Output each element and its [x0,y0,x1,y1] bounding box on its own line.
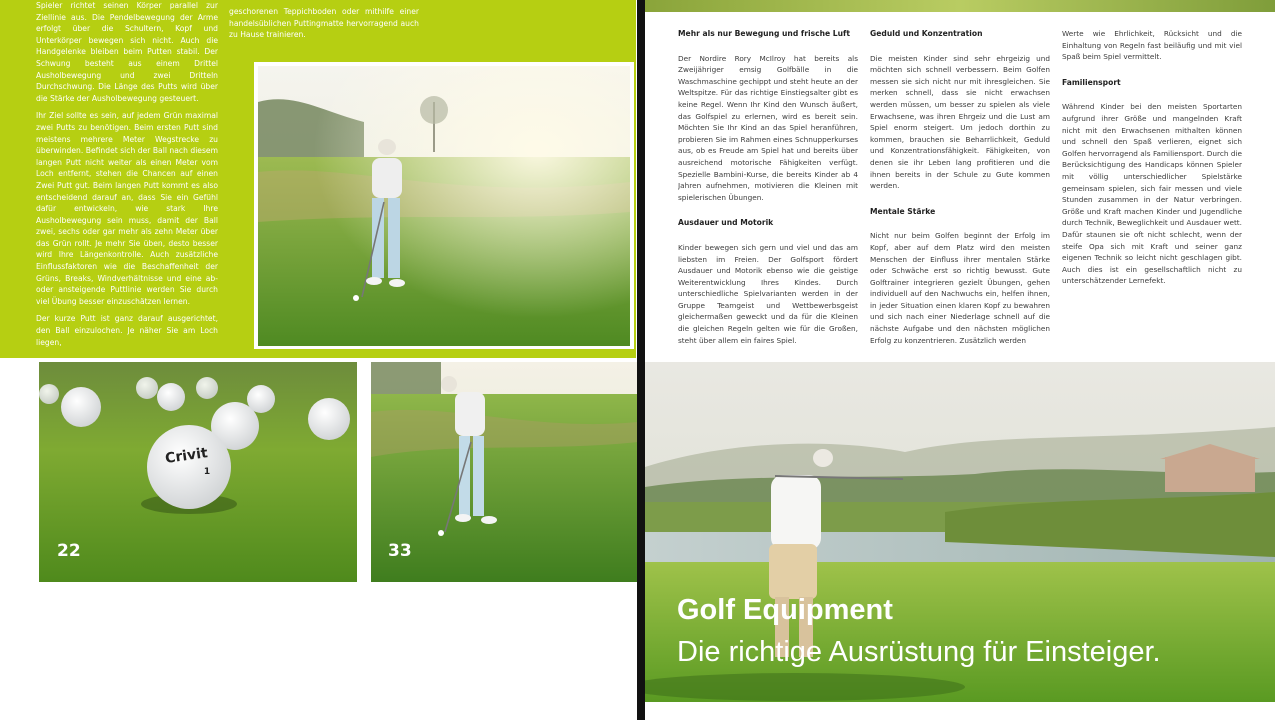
lime-paragraph-1: Spieler richtet seinen Körper parallel zur Ziellinie aus. Die Pendelbewegung der Arme erfolgt über die Schultern, Kopf und Unterkörper bewegen sich nicht. Auch die Handgelenke bleiben beim Putten stabil. Der Schwung besteht aus einem Drittel Ausholbewegung und zwei Dritteln Durchschwung. Die Länge des Putts wird über die Stärke der Ausholbewegung gesteuert. [36,1,218,103]
heading-geduld: Geduld und Konzentration [870,29,983,38]
lime-text-column-2 [229,6,419,46]
heading-mentale-staerke: Mentale Stärke [870,206,936,216]
lime-text-column-1 [36,0,218,358]
article-column-2 [870,28,1050,358]
heading-ausdauer: Ausdauer und Motorik [678,218,774,228]
article-column-1 [678,28,858,358]
lime-paragraph-2: Ihr Ziel sollte es sein, auf jedem Grün maximal zwei Putts zu benötigen. Beim ersten Putt sind meistens mehrere Meter Wegstrecke zu überwinden. Befindet sich der Ball nach diesem langen Putt nicht weiter als einen Meter vom Loch entfernt, stehen die Chancen auf einen Zwei Putt gut. Beim langen Putt kommt es also entscheidend darauf an, dass Sie ein Gefühl dafür entwickeln, wie stark Ihre Ausholbewegung sein muss, damit der Ball zwei, sechs oder gar mehr als zehn Meter über das Grün rollt. Je mehr Sie üben, desto besser wird Ihre Längenkontrolle. Auch zusätzliche Einflussfaktoren wie die Beschaffenheit der Grüns, Breaks, Windverhältnisse und eine ab- oder ansteigende Puttlinie werden Sie durch viel Übung besser einzuschätzen lernen. [36,111,218,306]
heading-familiensport: Familiensport [1062,77,1121,87]
putting-thumbnail [371,362,638,582]
heading-bewegung: Mehr als nur Bewegung und frische Luft [678,29,850,38]
text-werte: Werte wie Ehrlichkeit, Rücksicht und die Einhaltung von Regeln fast beiläufig und mit viel Spaß beim Spiel vermittelt. [1062,29,1242,62]
thumb-label-22: 22 [57,541,81,561]
golfball-brand: Crivit [164,445,209,467]
lime-paragraph-3: Der kurze Putt ist ganz darauf ausgerichtet, den Ball einzulochen. Je näher Sie am Loch liegen, [36,314,218,347]
hero-title: Golf Equipment [677,594,893,626]
page-divider [637,0,645,720]
article-column-3 [1062,28,1242,358]
thumb-label-33: 33 [388,541,412,561]
golfball-number: 1 [203,467,211,477]
text-bewegung: Der Nordire Rory McIlroy hat bereits als Zweijähriger emsig Golfbälle in die Waschmaschine gechippt und steht heute an der Weltspitze. Für das richtige Einstiegsalter gibt es keine Regel. Wenn Ihr Kind den Wunsch äußert, das Golfspiel zu erlernen, wird es bereit sein. Möchten Sie Ihr Kind an das Spiel heranführen, probieren Sie im Rahmen eines Schnupperkurses aus, ob es Freude am Spiel hat und bereits über ausreichend motorische Fähigkeiten verfügt. Spezielle Bambini-Kurse, die bereits Kinder ab 4 Jahren aufnehmen, motivieren die Kleinen mit spielerischen Übungen. [678,53,858,202]
text-ausdauer: Kinder bewegen sich gern und viel und das am liebsten im Freien. Der Golfsport fördert Ausdauer und Motorik ebenso wie die geistige Weiterentwicklung Ihres Kindes. Durch unterschiedliche Spielvarianten werden in der Gruppe Teamgeist und Wettbewerbsgeist gleichermaßen geweckt und da für die Kleinen die gleichen Regeln gelten wie für die Großen, steht über allem ein faires Spiel. [678,242,858,345]
lime-paragraph-col2: geschorenen Teppichboden oder mithilfe einer handelsüblichen Puttingmatte hervorragend auch zu Hause trainieren. [229,7,419,40]
text-geduld: Die meisten Kinder sind sehr ehrgeizig und möchten sich schnell verbessern. Beim Golfen messen sie sich nicht nur mit ihresgleichen. Sie merken schnell, dass sie nicht erwachsen werden müssen, um besser zu spielen als viele Erwachsene, was ihren Ehrgeiz und die Lust am Spiel enorm steigert. Um jedoch dorthin zu kommen, brauchen sie Beharrlichkeit, Geduld und Konzentrationsfähigkeit. Fähigkeiten, von denen sie ihr Leben lang profitieren und die ihnen bereits in der Schule zu Gute kommen werden. [870,53,1050,191]
article-top-photo-strip [645,0,1275,12]
hero-subtitle: Die richtige Ausrüstung für Einsteiger. [677,636,1161,668]
golfball-photo [39,362,357,582]
putting-photo [254,62,634,349]
text-mentale-staerke: Nicht nur beim Golfen beginnt der Erfolg im Kopf, aber auf dem Platz wird den meisten Menschen der Einfluss ihrer mentalen Stärke oder Schwäche erst so richtig bewusst. Gute Golftrainer integrieren gezielt Übungen, gehen individuell auf den Nachwuchs ein, helfen ihnen, in jeder Situation einen klaren Kopf zu bewahren und sich nach einer Niederlage schnell auf die nächste Aufgabe und den nächsten möglichen Erfolg zu konzentrieren. Zusätzlich werden [870,231,1050,345]
text-familiensport: Während Kinder bei den meisten Sportarten aufgrund ihrer Größe und mangelnden Kraft nicht mit den Erwachsenen mithalten können und schnell den Spaß verlieren, eignet sich Golfen hervorragend als Familiensport. Durch die Berücksichtigung des Handicaps können Spieler mit völlig unterschiedlicher Spielstärke gemeinsam spielen, sich fair messen und viele Stunden zusammen in der Natur verbringen. Größe und Kraft machen Kinder und Jugendliche durch Technik, Beweglichkeit und Ausdauer wett. Dafür staunen sie oft nicht schlecht, wenn der steife Opa sich mit Kraft und seiner ganz eigenen Technik so leicht nicht geschlagen gibt. Auch dies ist ein gesellschaftlich nicht zu unterschätzender Lernefekt. [1062,102,1242,286]
